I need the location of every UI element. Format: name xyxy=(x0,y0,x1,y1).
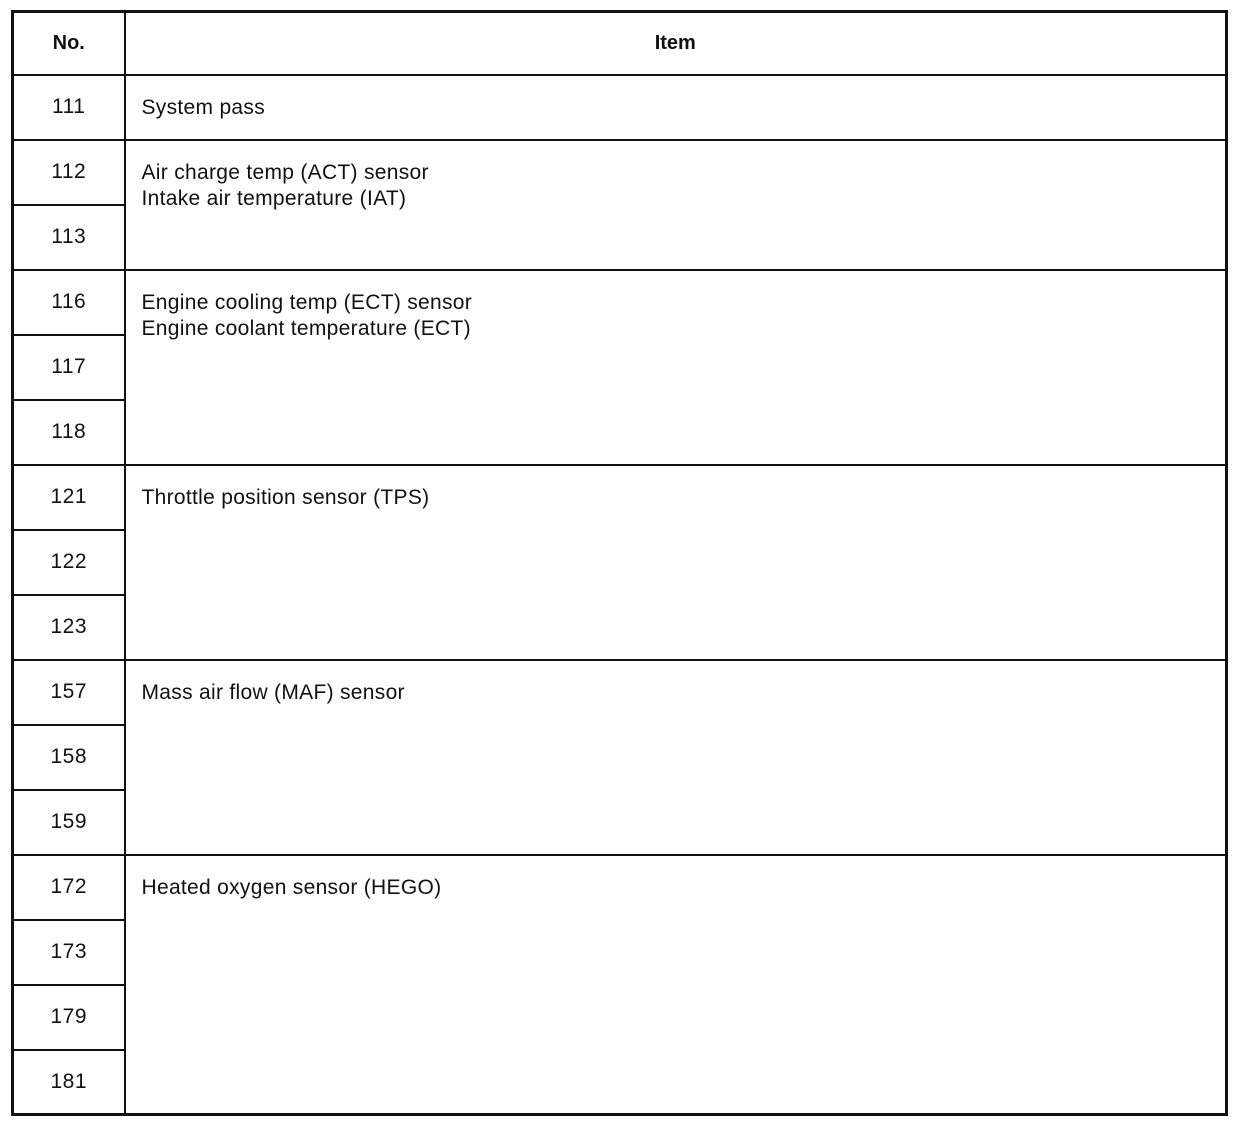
table-row xyxy=(13,660,1227,725)
code-number: 117 xyxy=(13,335,125,400)
code-number: 157 xyxy=(13,660,125,725)
item-description xyxy=(125,660,1227,855)
item-line: Heated oxygen sensor (HEGO) xyxy=(141,875,442,899)
table-body xyxy=(13,75,1227,1115)
code-number: 181 xyxy=(13,1050,125,1115)
header-row xyxy=(13,12,1227,75)
item-line: System pass xyxy=(141,95,266,119)
item-description xyxy=(125,75,1227,140)
item-description xyxy=(125,270,1227,465)
diagnostic-code-table xyxy=(11,10,1228,1116)
code-number: 113 xyxy=(13,205,125,270)
code-number: 116 xyxy=(13,270,125,335)
table-row xyxy=(13,75,1227,140)
item-line: Engine cooling temp (ECT) sensor xyxy=(141,290,473,314)
code-number: 179 xyxy=(13,985,125,1050)
item-line: Mass air flow (MAF) sensor xyxy=(141,680,405,704)
code-number: 159 xyxy=(13,790,125,855)
code-number: 172 xyxy=(13,855,125,920)
table-row xyxy=(13,270,1227,335)
item-line: Air charge temp (ACT) sensor xyxy=(141,160,429,184)
code-number: 158 xyxy=(13,725,125,790)
code-number: 121 xyxy=(13,465,125,530)
table-row xyxy=(13,855,1227,920)
code-number: 112 xyxy=(13,140,125,205)
table-row xyxy=(13,465,1227,530)
code-number: 123 xyxy=(13,595,125,660)
item-description xyxy=(125,465,1227,660)
code-number: 111 xyxy=(13,75,125,140)
code-number: 118 xyxy=(13,400,125,465)
code-number: 122 xyxy=(13,530,125,595)
item-line: Throttle position sensor (TPS) xyxy=(141,485,430,509)
table-row xyxy=(13,140,1227,205)
header-no: No. xyxy=(13,12,125,75)
item-description xyxy=(125,140,1227,270)
item-line: Engine coolant temperature (ECT) xyxy=(141,316,471,340)
code-number: 173 xyxy=(13,920,125,985)
item-line: Intake air temperature (IAT) xyxy=(141,186,407,210)
item-description xyxy=(125,855,1227,1115)
header-item: Item xyxy=(125,12,1227,75)
